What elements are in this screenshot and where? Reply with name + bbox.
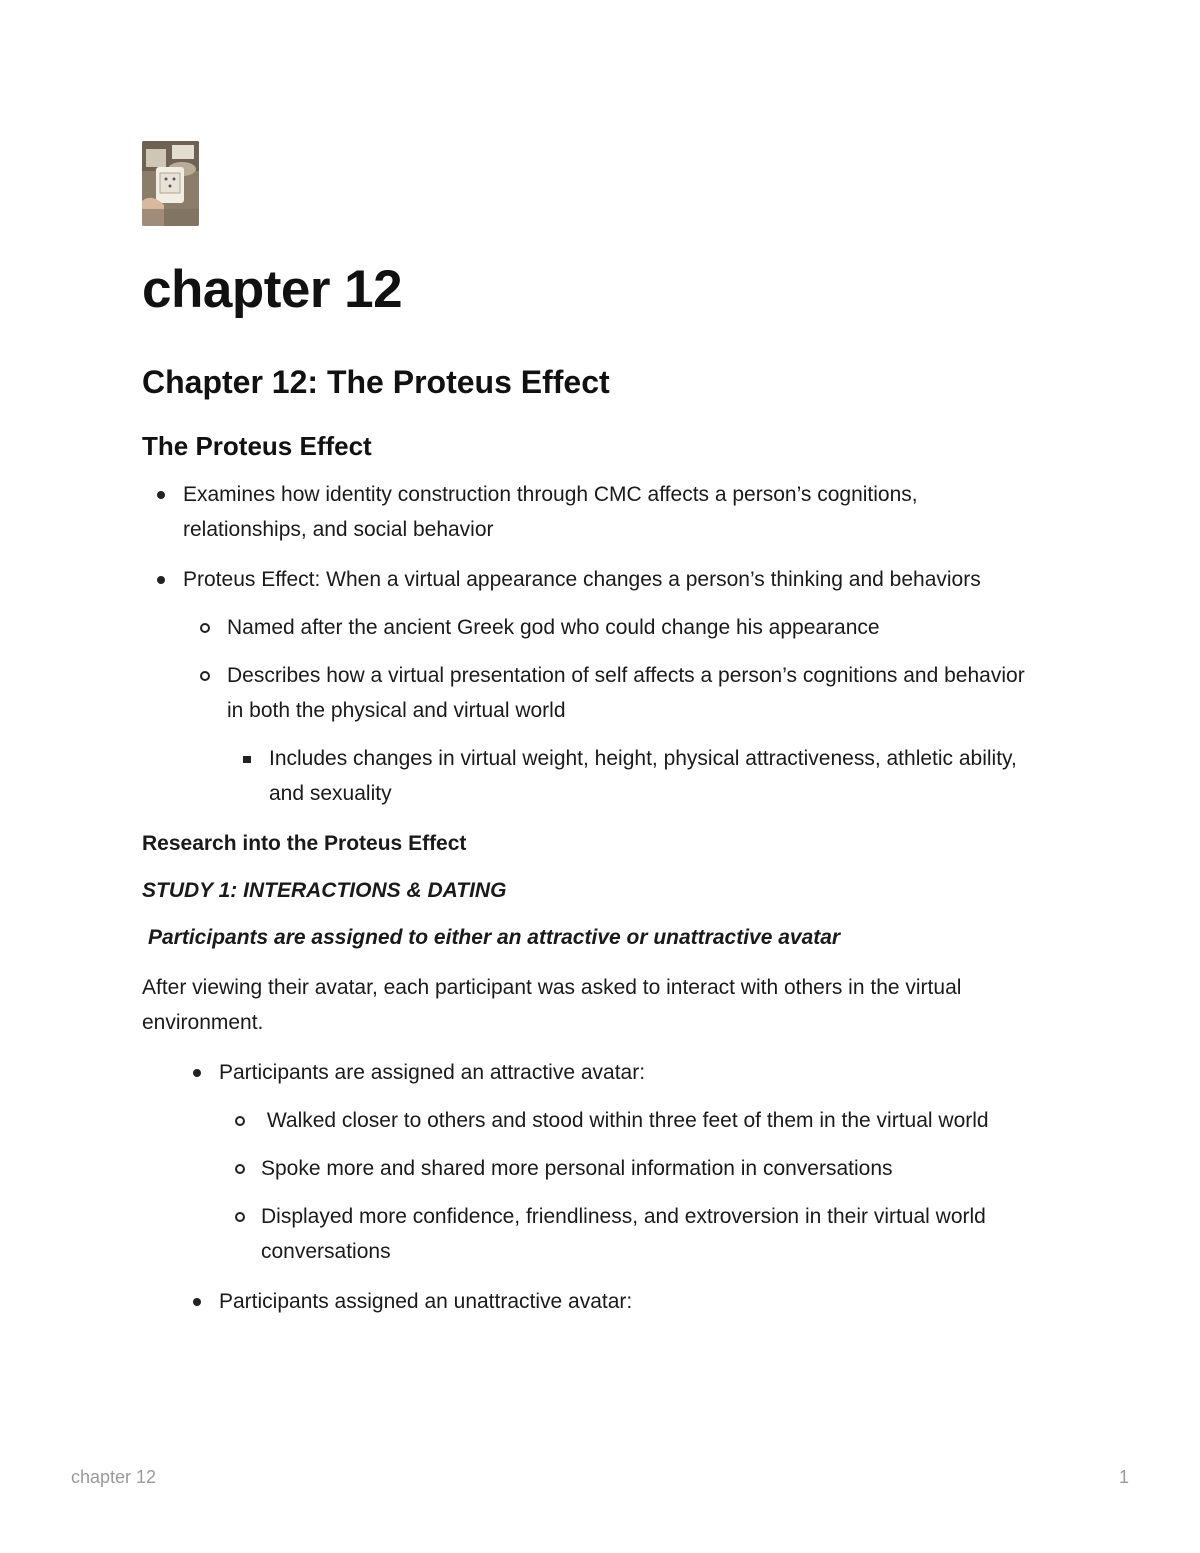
cover-photo-icon <box>142 141 199 226</box>
bullet-sublist <box>142 610 1042 728</box>
list-item-text: Examines how identity construction through CMC affects a person’s cognitions, relationships, and social behavior <box>183 483 918 541</box>
study-bullet-list <box>142 1284 1042 1319</box>
document-page <box>142 141 1042 1319</box>
bullet-disc-icon <box>157 576 165 584</box>
list-item-text: Walked closer to others and stood within three feet of them in the virtual world <box>261 1109 989 1132</box>
bullet-circle-icon <box>235 1164 245 1174</box>
study-heading: STUDY 1: INTERACTIONS & DATING <box>142 879 507 902</box>
study-subheading: Participants are assigned to either an attractive or unattractive avatar <box>148 926 841 949</box>
research-heading: Research into the Proteus Effect <box>142 832 467 855</box>
bullet-disc-icon <box>157 491 165 499</box>
bullet-list <box>142 477 1042 597</box>
list-item <box>142 1284 1042 1319</box>
page-number: 1 <box>1118 1467 1129 1487</box>
list-item-text: Displayed more confidence, friendliness, and extroversion in their virtual world conversations <box>261 1205 986 1263</box>
list-item <box>142 1151 1042 1186</box>
study-bullet-list <box>142 1055 1042 1090</box>
chapter-heading: Chapter 12: The Proteus Effect <box>142 364 610 400</box>
list-item-text: Includes changes in virtual weight, height, physical attractiveness, athletic ability, and sexuality <box>269 747 1017 805</box>
list-item-text: Proteus Effect: When a virtual appearance changes a person’s thinking and behaviors <box>183 568 981 591</box>
bullet-circle-icon <box>200 671 210 681</box>
bullet-disc-icon <box>193 1298 201 1306</box>
page-title: chapter 12 <box>142 260 403 319</box>
bullet-circle-icon <box>235 1212 245 1222</box>
list-item <box>142 477 1042 547</box>
list-item-text: Named after the ancient Greek god who could change his appearance <box>227 616 880 639</box>
bullet-square-icon <box>243 756 251 763</box>
list-item <box>142 741 1042 811</box>
study-paragraph: After viewing their avatar, each participant was asked to interact with others in the virtual environment. <box>142 976 962 1034</box>
bullet-disc-icon <box>193 1069 201 1077</box>
bullet-subsublist <box>142 741 1042 811</box>
list-item <box>142 610 1042 645</box>
list-item-text: Participants assigned an unattractive avatar: <box>219 1290 633 1313</box>
list-item <box>142 658 1042 728</box>
page-cover-image <box>142 141 199 226</box>
list-item <box>142 562 1042 597</box>
list-item <box>142 1199 1042 1269</box>
list-item-text: Participants are assigned an attractive avatar: <box>219 1061 646 1084</box>
list-item <box>142 1103 1042 1138</box>
section-heading: The Proteus Effect <box>142 431 372 461</box>
footer-title: chapter 12 <box>71 1467 157 1487</box>
list-item <box>142 1055 1042 1090</box>
list-item-text: Spoke more and shared more personal information in conversations <box>261 1157 893 1180</box>
bullet-circle-icon <box>200 623 210 633</box>
bullet-circle-icon <box>235 1116 245 1126</box>
list-item-text: Describes how a virtual presentation of self affects a person’s cognitions and behavior in both the physical and virtual world <box>227 664 1025 722</box>
study-bullet-sublist <box>142 1103 1042 1269</box>
